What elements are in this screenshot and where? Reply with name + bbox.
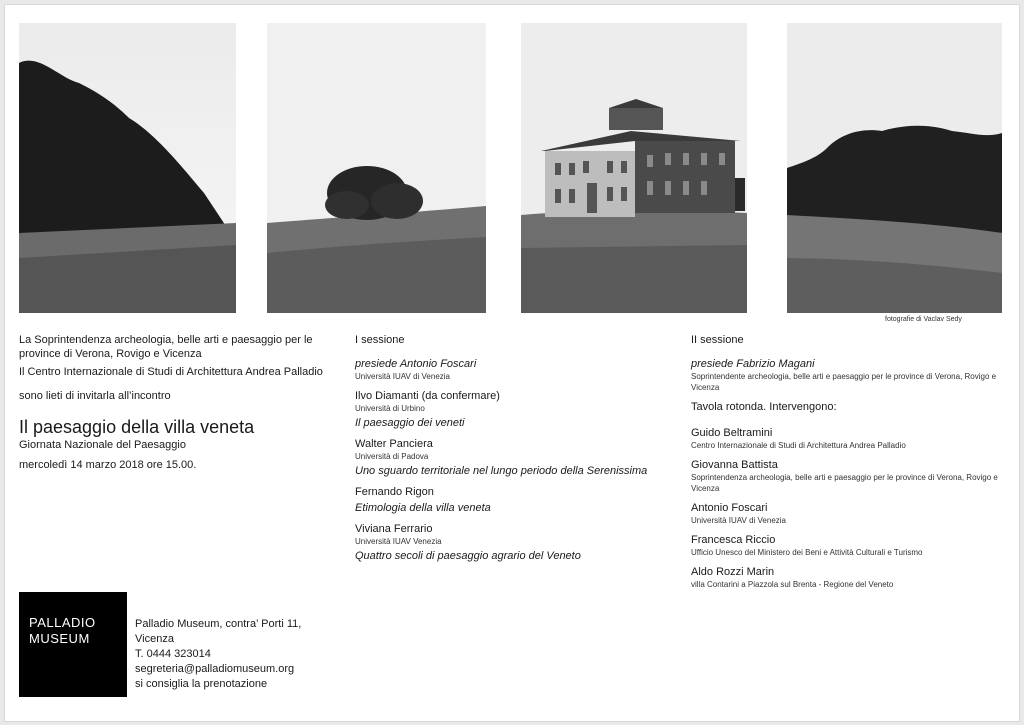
- talk-title: Etimologia della villa veneta: [355, 502, 491, 514]
- photo-credit: fotografie di Vaclav Sedy: [885, 316, 962, 323]
- booking-note: si consiglia la prenotazione: [135, 678, 268, 690]
- session-2: [691, 333, 1001, 597]
- email-address[interactable]: segreteria@palladiomuseum.org: [135, 663, 295, 675]
- chair-name: presiede Fabrizio Magani: [691, 358, 815, 370]
- roundtable-heading: Tavola rotonda. Intervengono:: [691, 401, 837, 413]
- logo-line-1: PALLADIO: [29, 615, 96, 630]
- event-subtitle: Giornata Nazionale del Paesaggio: [19, 439, 186, 451]
- panelist-affiliation: Centro Internazionale di Studi di Architettura Andrea Palladio: [691, 441, 906, 450]
- session-1-heading: I sessione: [355, 334, 405, 346]
- contact-block: [135, 617, 375, 692]
- event-date: mercoledì 14 marzo 2018 ore 15.00.: [19, 459, 197, 471]
- photo-villa: [521, 23, 747, 313]
- museum-city: Vicenza: [135, 633, 174, 645]
- panelist-entry: [691, 533, 1001, 558]
- panelist-name: Giovanna Battista: [691, 459, 778, 471]
- panelist-name: Aldo Rozzi Marin: [691, 566, 775, 578]
- speaker-entry: [355, 437, 655, 478]
- photo-tree-line: [19, 23, 236, 313]
- speaker-affiliation: Università di Padova: [355, 452, 429, 461]
- chair-entry: [691, 357, 1001, 393]
- speaker-entry: [355, 357, 655, 382]
- organizers-column: [19, 333, 329, 472]
- speaker-affiliation: Università IUAV Venezia: [355, 537, 442, 546]
- speaker-name: Fernando Rigon: [355, 486, 434, 498]
- panelist-affiliation: villa Contarini a Piazzola sul Brenta - Regione del Veneto: [691, 580, 894, 589]
- speaker-affiliation: Università di Urbino: [355, 404, 425, 413]
- panelist-entry: [691, 565, 1001, 590]
- talk-title: Il paesaggio dei veneti: [355, 417, 465, 429]
- chair-affiliation: Soprintendente archeologia, belle arti e paesaggio per le province di Verona, Rovigo e Vicenza: [691, 372, 997, 392]
- panelist-entry: [691, 458, 1001, 494]
- speaker-entry: [355, 485, 655, 515]
- invitation-line: sono lieti di invitarla all’incontro: [19, 390, 171, 402]
- photo-single-tree: [267, 23, 486, 313]
- phone-number: T. 0444 323014: [135, 648, 211, 660]
- session-2-heading: II sessione: [691, 334, 744, 346]
- panelist-affiliation: Università IUAV di Venezia: [691, 516, 787, 525]
- palladio-museum-logo: [19, 592, 127, 697]
- panelist-affiliation: Ufficio Unesco del Ministero dei Beni e Attività Culturali e Turismo: [691, 548, 923, 557]
- panelist-name: Antonio Foscari: [691, 502, 768, 514]
- talk-title: Uno sguardo territoriale nel lungo periodo della Serenissima: [355, 465, 648, 477]
- photo-grove: [787, 23, 1002, 313]
- panelist-entry: [691, 501, 1001, 526]
- speaker-name: Viviana Ferrario: [355, 523, 433, 535]
- talk-title: Quattro secoli di paesaggio agrario del Veneto: [355, 550, 581, 562]
- speaker-name: Walter Panciera: [355, 438, 433, 450]
- session-1: [355, 333, 655, 570]
- museum-address: Palladio Museum, contra’ Porti 11,: [135, 618, 302, 630]
- panelist-entry: [691, 426, 1001, 451]
- organizer-cisa: Il Centro Internazionale di Studi di Architettura Andrea Palladio: [19, 366, 323, 378]
- panelist-affiliation: Soprintendenza archeologia, belle arti e paesaggio per le province di Verona, Rovigo e Vicenza: [691, 473, 998, 493]
- event-title: Il paesaggio della villa veneta: [19, 417, 255, 437]
- speaker-name: presiede Antonio Foscari: [355, 358, 477, 370]
- invitation-page: [4, 4, 1020, 722]
- speaker-entry: [355, 389, 655, 430]
- panelist-name: Guido Beltramini: [691, 427, 773, 439]
- panelist-name: Francesca Riccio: [691, 534, 776, 546]
- speaker-name: Ilvo Diamanti (da confermare): [355, 390, 500, 402]
- logo-line-2: MUSEUM: [29, 631, 90, 646]
- speaker-entry: [355, 522, 655, 563]
- organizer-soprintendenza: La Soprintendenza archeologia, belle arti e paesaggio per le province di Verona, Rovigo e Vicenza: [19, 334, 313, 360]
- speaker-affiliation: Università IUAV di Venezia: [355, 372, 451, 381]
